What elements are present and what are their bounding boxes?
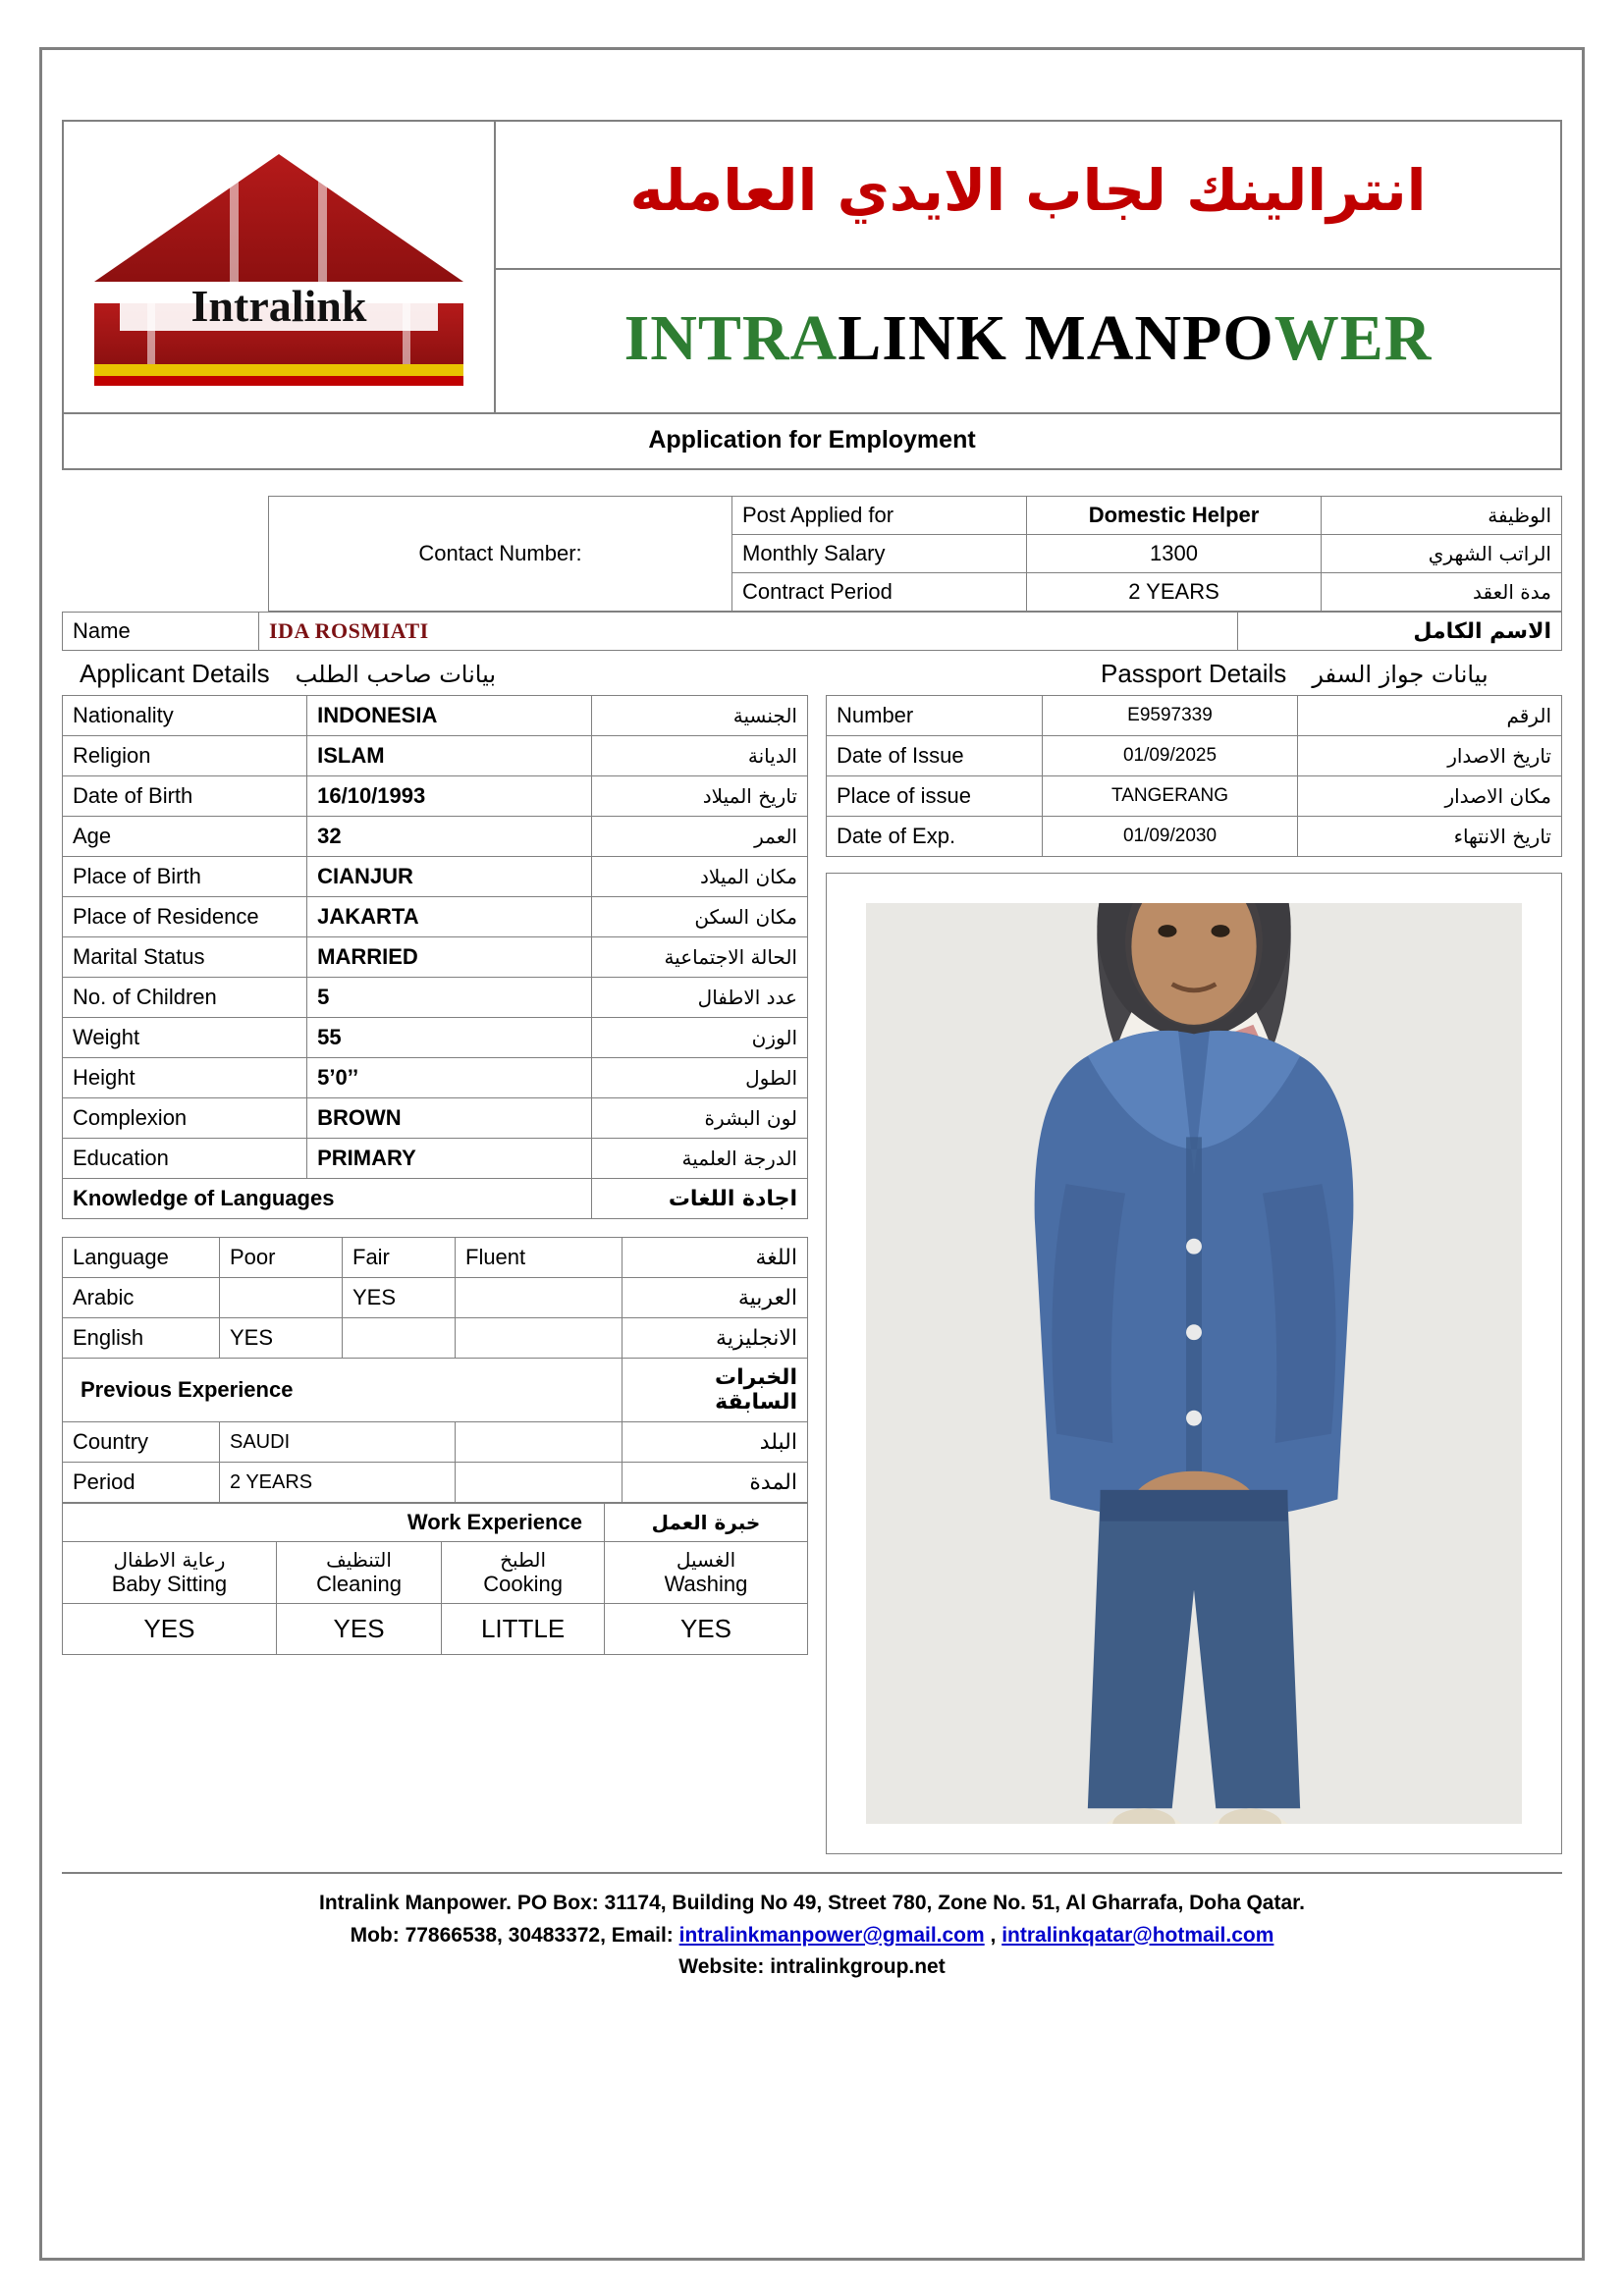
- table-row: [63, 817, 808, 857]
- height-value: 5’0’’: [307, 1058, 592, 1098]
- applicant-details-table: [62, 695, 808, 1219]
- contract-period-arabic: مدة العقد: [1322, 573, 1562, 612]
- passport-issue-place-label: Place of issue: [827, 776, 1043, 817]
- cooking-arabic: الطبخ: [500, 1548, 547, 1572]
- table-row: [63, 1098, 808, 1139]
- nationality-arabic: الجنسية: [591, 696, 807, 736]
- work-experience-title: Work Experience: [63, 1504, 605, 1542]
- prev-country-spacer: [456, 1422, 623, 1463]
- complexion-label: Complexion: [63, 1098, 307, 1139]
- english-language-label: English: [63, 1318, 220, 1359]
- age-value: 32: [307, 817, 592, 857]
- place-of-birth-arabic: مكان الميلاد: [591, 857, 807, 897]
- residence-value: JAKARTA: [307, 897, 592, 937]
- children-value: 5: [307, 978, 592, 1018]
- name-table: [62, 612, 1562, 651]
- prev-country-label: Country: [63, 1422, 220, 1463]
- post-applied-label: Post Applied for: [732, 497, 1027, 535]
- weight-label: Weight: [63, 1018, 307, 1058]
- table-row: [63, 1018, 808, 1058]
- religion-arabic: الديانة: [591, 736, 807, 776]
- passport-expiry-value: 01/09/2030: [1043, 817, 1298, 857]
- title-part-3: WER: [1273, 301, 1433, 374]
- table-row: [827, 776, 1562, 817]
- languages-title-arabic: اجادة اللغات: [591, 1179, 807, 1219]
- passport-number-label: Number: [827, 696, 1043, 736]
- arabic-poor: [220, 1278, 343, 1318]
- contract-period-label: Contract Period: [732, 573, 1027, 612]
- english-company-title: [496, 270, 1560, 412]
- applicant-details-title-arabic: بيانات صاحب الطلب: [295, 661, 497, 688]
- previous-experience-title: Previous Experience: [63, 1359, 623, 1422]
- post-applied-value: Domestic Helper: [1027, 497, 1322, 535]
- residence-arabic: مكان السكن: [591, 897, 807, 937]
- education-value: PRIMARY: [307, 1139, 592, 1179]
- education-label: Education: [63, 1139, 307, 1179]
- svg-text:Intralink: Intralink: [190, 281, 367, 331]
- cooking-header: [442, 1542, 605, 1604]
- contract-section: [62, 496, 1562, 612]
- baby-sitting-arabic: رعاية الاطفال: [113, 1548, 226, 1572]
- passport-issue-date-value: 01/09/2025: [1043, 736, 1298, 776]
- table-row: [827, 696, 1562, 736]
- marital-status-arabic: الحالة الاجتماعية: [591, 937, 807, 978]
- height-arabic: الطول: [591, 1058, 807, 1098]
- applicant-details-column: [62, 651, 808, 1854]
- photo-frame: [826, 873, 1562, 1854]
- work-experience-title-arabic: خبرة العمل: [604, 1504, 807, 1542]
- contact-number-label: Contact Number:: [269, 497, 732, 612]
- work-experience-table: [62, 1503, 808, 1655]
- post-applied-arabic: الوظيفة: [1322, 497, 1562, 535]
- contract-period-value: 2 YEARS: [1027, 573, 1322, 612]
- passport-table: [826, 695, 1562, 857]
- arabic-language-arabic: العربية: [623, 1278, 808, 1318]
- cleaning-arabic: التنظيف: [326, 1548, 392, 1572]
- table-row: [63, 1179, 808, 1219]
- details-columns: [62, 651, 1562, 1854]
- monthly-salary-label: Monthly Salary: [732, 535, 1027, 573]
- marital-status-value: MARRIED: [307, 937, 592, 978]
- prev-country-value: SAUDI: [220, 1422, 456, 1463]
- dob-value: 16/10/1993: [307, 776, 592, 817]
- passport-issue-date-arabic: تاريخ الاصدار: [1298, 736, 1562, 776]
- intralink-logo: [82, 134, 475, 400]
- washing-header: [604, 1542, 807, 1604]
- language-col-header: Language: [63, 1238, 220, 1278]
- english-poor: YES: [220, 1318, 343, 1359]
- table-row: [63, 613, 1562, 651]
- table-row: [63, 857, 808, 897]
- previous-experience-title-arabic: الخبرات السابقة: [623, 1359, 808, 1422]
- passport-details-title-arabic: بيانات جواز السفر: [1312, 661, 1489, 688]
- applicant-details-heading: [62, 651, 808, 695]
- footer: [62, 1872, 1562, 1984]
- table-row: [63, 1422, 808, 1463]
- age-arabic: العمر: [591, 817, 807, 857]
- table-row: [63, 897, 808, 937]
- poor-col-header: Poor: [220, 1238, 343, 1278]
- cleaning-header: [276, 1542, 441, 1604]
- table-row: [63, 736, 808, 776]
- passport-number-arabic: الرقم: [1298, 696, 1562, 736]
- languages-title: Knowledge of Languages: [63, 1179, 592, 1219]
- table-row: [63, 1604, 808, 1655]
- table-row: [63, 1238, 808, 1278]
- table-row: [269, 497, 1562, 535]
- weight-arabic: الوزن: [591, 1018, 807, 1058]
- place-of-birth-label: Place of Birth: [63, 857, 307, 897]
- english-fluent: [456, 1318, 623, 1359]
- title-part-1: INTRA: [623, 301, 839, 374]
- nationality-label: Nationality: [63, 696, 307, 736]
- table-row: [63, 1504, 808, 1542]
- nationality-value: INDONESIA: [307, 696, 592, 736]
- table-row: [63, 776, 808, 817]
- name-arabic-label: الاسم الكامل: [1238, 613, 1562, 651]
- dob-arabic: تاريخ الميلاد: [591, 776, 807, 817]
- cooking-value: LITTLE: [442, 1604, 605, 1655]
- baby-sitting-header: [63, 1542, 277, 1604]
- email-separator: ,: [984, 1923, 1002, 1947]
- religion-value: ISLAM: [307, 736, 592, 776]
- passport-number-value: E9597339: [1043, 696, 1298, 736]
- passport-expiry-label: Date of Exp.: [827, 817, 1043, 857]
- table-row: [827, 736, 1562, 776]
- table-row: [63, 978, 808, 1018]
- age-label: Age: [63, 817, 307, 857]
- title-part-2: LINK MANPO: [838, 301, 1274, 374]
- table-row: [63, 1058, 808, 1098]
- arabic-fair: YES: [343, 1278, 456, 1318]
- email-link-2[interactable]: intralinkqatar@hotmail.com: [1001, 1923, 1274, 1947]
- english-fair: [343, 1318, 456, 1359]
- arabic-language-label: Arabic: [63, 1278, 220, 1318]
- passport-details-heading: [826, 651, 1562, 695]
- baby-sitting-label: Baby Sitting: [111, 1572, 228, 1596]
- table-row: [63, 1463, 808, 1503]
- residence-label: Place of Residence: [63, 897, 307, 937]
- cleaning-value: YES: [276, 1604, 441, 1655]
- footer-address: Intralink Manpower. PO Box: 31174, Building No 49, Street 780, Zone No. 51, Al Gharrafa, Doha Qatar.: [318, 1892, 1305, 1914]
- footer-contact: [62, 1920, 1562, 1952]
- logo-graphic: [82, 134, 475, 400]
- table-row: [63, 1318, 808, 1359]
- table-row: [63, 1359, 808, 1422]
- email-link-1[interactable]: intralinkmanpower@gmail.com: [678, 1923, 985, 1947]
- place-of-birth-value: CIANJUR: [307, 857, 592, 897]
- religion-label: Religion: [63, 736, 307, 776]
- table-row: [63, 1139, 808, 1179]
- passport-issue-place-arabic: مكان الاصدار: [1298, 776, 1562, 817]
- contract-table: [268, 496, 1562, 612]
- table-row: [827, 817, 1562, 857]
- washing-arabic: الغسيل: [676, 1548, 736, 1572]
- table-row: [63, 1542, 808, 1604]
- applicant-details-title: Applicant Details: [80, 659, 270, 688]
- dob-label: Date of Birth: [63, 776, 307, 817]
- weight-value: 55: [307, 1018, 592, 1058]
- footer-mobile-email-prefix: Mob: 77866538, 30483372, Email:: [350, 1923, 679, 1947]
- name-section: [62, 612, 1562, 651]
- complexion-arabic: لون البشرة: [591, 1098, 807, 1139]
- applicant-photo: [866, 903, 1522, 1824]
- arabic-company-title: انترالينك لجاب الايدي العامله: [496, 122, 1560, 270]
- language-arabic-header: اللغة: [623, 1238, 808, 1278]
- form-title: Application for Employment: [62, 414, 1562, 470]
- monthly-salary-arabic: الراتب الشهري: [1322, 535, 1562, 573]
- english-language-arabic: الانجليزية: [623, 1318, 808, 1359]
- washing-value: YES: [604, 1604, 807, 1655]
- languages-table: [62, 1237, 808, 1503]
- photo-graphic: [866, 903, 1522, 1824]
- arabic-fluent: [456, 1278, 623, 1318]
- baby-sitting-value: YES: [63, 1604, 277, 1655]
- prev-period-spacer: [456, 1463, 623, 1503]
- height-label: Height: [63, 1058, 307, 1098]
- washing-label: Washing: [664, 1572, 748, 1596]
- fluent-col-header: Fluent: [456, 1238, 623, 1278]
- prev-period-value: 2 YEARS: [220, 1463, 456, 1503]
- children-arabic: عدد الاطفال: [591, 978, 807, 1018]
- letterhead-titles: [496, 122, 1560, 412]
- footer-website: Website: intralinkgroup.net: [678, 1955, 946, 1979]
- prev-period-label: Period: [63, 1463, 220, 1503]
- passport-details-column: [808, 651, 1562, 1854]
- table-row: [63, 1278, 808, 1318]
- prev-period-arabic: المدة: [623, 1463, 808, 1503]
- education-arabic: الدرجة العلمية: [591, 1139, 807, 1179]
- table-row: [63, 937, 808, 978]
- children-label: No. of Children: [63, 978, 307, 1018]
- fair-col-header: Fair: [343, 1238, 456, 1278]
- cleaning-label: Cleaning: [316, 1572, 402, 1596]
- complexion-value: BROWN: [307, 1098, 592, 1139]
- passport-expiry-arabic: تاريخ الانتهاء: [1298, 817, 1562, 857]
- monthly-salary-value: 1300: [1027, 535, 1322, 573]
- document-frame: [39, 47, 1585, 2261]
- passport-details-title: Passport Details: [1101, 659, 1287, 688]
- table-row: [63, 696, 808, 736]
- passport-issue-place-value: TANGERANG: [1043, 776, 1298, 817]
- prev-country-arabic: البلد: [623, 1422, 808, 1463]
- marital-status-label: Marital Status: [63, 937, 307, 978]
- passport-issue-date-label: Date of Issue: [827, 736, 1043, 776]
- letterhead: [62, 120, 1562, 414]
- applicant-name-value: IDA ROSMIATI: [259, 613, 1238, 651]
- cooking-label: Cooking: [483, 1572, 563, 1596]
- logo-cell: [64, 122, 496, 412]
- name-label: Name: [63, 613, 259, 651]
